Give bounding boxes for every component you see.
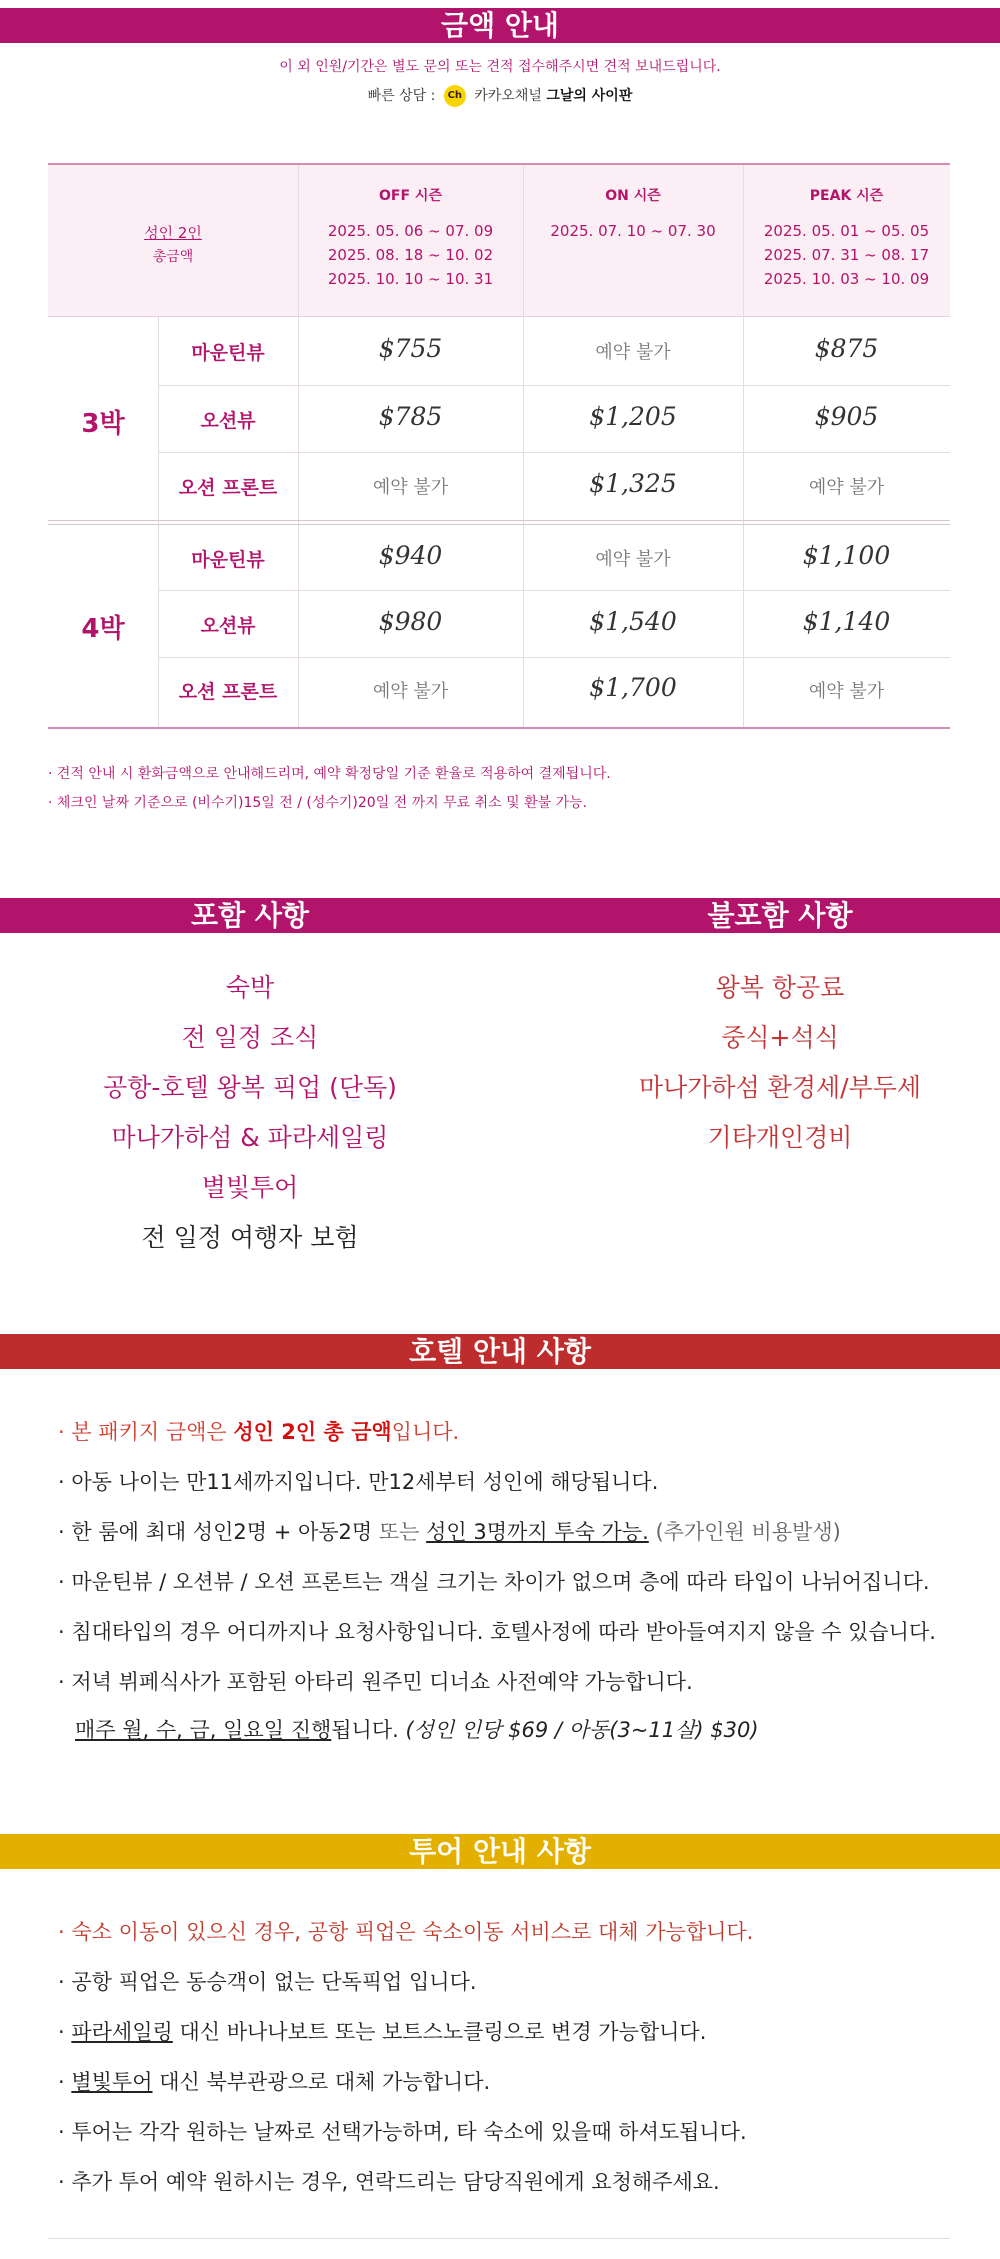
- schedule-days: 매주 월, 수, 금, 일요일 진행: [75, 1718, 332, 1742]
- hotel-item1-pre: · 본 패키지 금액은: [58, 1420, 234, 1444]
- hotel-item3-pre: · 한 룸에 최대 성인2명 + 아동2명: [58, 1520, 379, 1544]
- price-cell: 예약 불가: [595, 342, 671, 363]
- season-date: 2025. 08. 18 ~ 10. 02: [327, 246, 494, 264]
- hotel-section-title: 호텔 안내 사항: [0, 1334, 1000, 1369]
- divider: [743, 165, 744, 727]
- price-cell: $755: [378, 334, 443, 363]
- list-item: 전 일정 여행자 보험: [141, 1223, 359, 1252]
- list-item: · 공항 픽업은 동승객이 없는 단독픽업 입니다.: [58, 1970, 477, 1994]
- schedule-mid: 됩니다.: [331, 1718, 406, 1742]
- divider: [158, 657, 950, 658]
- list-item: 기타개인경비: [707, 1123, 853, 1152]
- season-name: PEAK 시즌: [809, 188, 884, 204]
- tour-item4-post: 대신 북부관광으로 대체 가능합니다.: [152, 2070, 491, 2094]
- season-date: 2025. 10. 03 ~ 10. 09: [763, 270, 930, 288]
- list-item: 숙박: [225, 973, 275, 1002]
- price-cell: 예약 불가: [372, 477, 449, 498]
- price-section-title: 금액 안내: [0, 8, 1000, 43]
- divider: [48, 520, 950, 521]
- nights-label-4: 4박: [81, 614, 125, 644]
- price-notice: 이 외 인원/기간은 별도 문의 또는 견적 접수해주시면 견적 보내드립니다.: [279, 59, 721, 75]
- room-type: 마운틴뷰: [191, 342, 265, 364]
- list-item: 마나가하섬 & 파라세일링: [111, 1123, 389, 1152]
- price-cell: $940: [378, 541, 443, 570]
- price-cell: $785: [378, 402, 443, 431]
- consult-channel[interactable]: 카카오채널: [474, 88, 542, 104]
- hotel-info-list: [58, 1407, 936, 1707]
- price-cell: $1,700: [589, 673, 677, 702]
- divider: [158, 452, 950, 453]
- list-item: 중식+석식: [721, 1023, 839, 1052]
- list-item: · 별빛투어 대신 북부관광으로 대체 가능합니다.: [58, 2070, 491, 2094]
- price-cell: $1,325: [589, 469, 677, 498]
- list-item: [58, 1407, 936, 1457]
- season-header-peak: [743, 185, 950, 291]
- list-item: · 파라세일링 대신 바나나보트 또는 보트스노클링으로 변경 가능합니다.: [58, 2020, 707, 2044]
- divider: [48, 524, 950, 525]
- price-cell: $875: [814, 334, 879, 363]
- season-header-off: [298, 185, 523, 291]
- price-cell: $905: [814, 402, 879, 431]
- corner-label-line1: 성인 2인: [144, 224, 202, 242]
- room-type: 오션 프론트: [178, 681, 278, 703]
- divider: [158, 317, 159, 727]
- exclude-title: 불포함 사항: [707, 899, 853, 932]
- list-item: · 아동 나이는 만11세까지입니다. 만12세부터 성인에 해당됩니다.: [58, 1470, 659, 1494]
- corner-label-line2: 총금액: [152, 249, 194, 265]
- list-item: 별빛투어: [201, 1173, 299, 1202]
- include-title: 포함 사항: [191, 899, 309, 932]
- season-header-on: [523, 185, 743, 243]
- room-type: 오션뷰: [200, 410, 256, 432]
- season-name: OFF 시즌: [379, 188, 442, 204]
- consult-channel-name[interactable]: 그날의 사이판: [546, 88, 633, 104]
- table-corner: [48, 221, 298, 269]
- price-cell: $1,540: [589, 607, 677, 636]
- divider: [158, 385, 950, 386]
- divider: [523, 165, 524, 727]
- list-item: · 투어는 각각 원하는 날짜로 선택가능하며, 타 숙소에 있을때 하셔도됩니다.: [58, 2120, 747, 2144]
- list-item: · 마운틴뷰 / 오션뷰 / 오션 프론트는 객실 크기는 차이가 없으며 층에 따라 타입이 나뉘어집니다.: [58, 1570, 930, 1594]
- price-cell: $1,100: [802, 541, 891, 570]
- price-cell: $1,140: [802, 607, 891, 636]
- room-type: 마운틴뷰: [191, 549, 265, 571]
- list-item: 공항-호텔 왕복 픽업 (단독): [103, 1073, 397, 1102]
- price-cell: 예약 불가: [808, 477, 885, 498]
- schedule-price: (성인 인당 $69 / 아동(3~11살) $30): [405, 1718, 759, 1742]
- price-cell: 예약 불가: [372, 681, 449, 702]
- dinner-show-schedule: [75, 1714, 759, 1744]
- price-cell: $1,205: [589, 402, 677, 431]
- season-date: 2025. 07. 10 ~ 07. 30: [550, 222, 716, 240]
- list-item: 왕복 항공료: [715, 973, 845, 1002]
- list-item: · 저녁 뷔페식사가 포함된 아타리 원주민 디너쇼 사전예약 가능합니다.: [58, 1670, 693, 1694]
- price-cell: $980: [378, 607, 443, 636]
- include-list: [0, 963, 500, 1263]
- price-cell: 예약 불가: [808, 681, 885, 702]
- hotel-item3-post: (추가인원 비용발생): [648, 1520, 841, 1544]
- season-name: ON 시즌: [605, 188, 661, 204]
- nights-label-3: 3박: [81, 409, 125, 439]
- list-item: [58, 1507, 936, 1557]
- price-note: · 견적 안내 시 환화금액으로 안내해드리며, 예약 확정당일 기준 환율로 적용하여 결제됩니다.: [48, 766, 611, 782]
- room-type: 오션 프론트: [178, 477, 278, 499]
- kakao-channel-icon: Ch: [444, 85, 466, 107]
- season-date: 2025. 10. 10 ~ 10. 31: [327, 270, 494, 288]
- hotel-item3-underline: 성인 3명까지 투숙 가능.: [426, 1520, 649, 1544]
- quick-consult: [0, 85, 1000, 107]
- bottom-divider: [48, 2238, 950, 2239]
- tour-section-title: 투어 안내 사항: [0, 1834, 1000, 1869]
- list-item: 마나가하섬 환경세/부두세: [638, 1073, 922, 1102]
- divider: [298, 165, 299, 727]
- tour-info-list: [58, 1907, 753, 2207]
- list-item: · 숙소 이동이 있으신 경우, 공항 픽업은 숙소이동 서비스로 대체 가능합니다.: [58, 1920, 754, 1944]
- hotel-item3-or: 또는: [378, 1520, 420, 1544]
- list-item: · 침대타입의 경우 어디까지나 요청사항입니다. 호텔사정에 따라 받아들여지지 않을 수 있습니다.: [58, 1620, 936, 1644]
- price-cell: 예약 불가: [595, 549, 671, 570]
- season-date: 2025. 05. 06 ~ 07. 09: [327, 222, 494, 240]
- price-note: · 체크인 날짜 기준으로 (비수기)15일 전 / (성수기)20일 전 까지 무료 취소 및 환불 가능.: [48, 795, 588, 811]
- consult-label: 빠른 상담 :: [367, 88, 436, 104]
- tour-item3-post: 대신 바나나보트 또는 보트스노클링으로 변경 가능합니다.: [172, 2020, 707, 2044]
- hotel-item1-post: 입니다.: [391, 1420, 460, 1444]
- divider: [158, 590, 950, 591]
- list-item: 전 일정 조식: [181, 1023, 319, 1052]
- tour-item3-underline: 파라세일링: [71, 2020, 173, 2044]
- exclude-list: [530, 963, 1000, 1163]
- price-table: [48, 163, 950, 729]
- season-date: 2025. 05. 01 ~ 05. 05: [763, 222, 930, 240]
- hotel-item1-bold: 성인 2인 총 금액: [233, 1420, 392, 1444]
- tour-item4-underline: 별빛투어: [71, 2070, 153, 2094]
- room-type: 오션뷰: [200, 615, 256, 637]
- season-date: 2025. 07. 31 ~ 08. 17: [763, 246, 930, 264]
- list-item: · 추가 투어 예약 원하시는 경우, 연락드리는 담당직원에게 요청해주세요.: [58, 2170, 720, 2194]
